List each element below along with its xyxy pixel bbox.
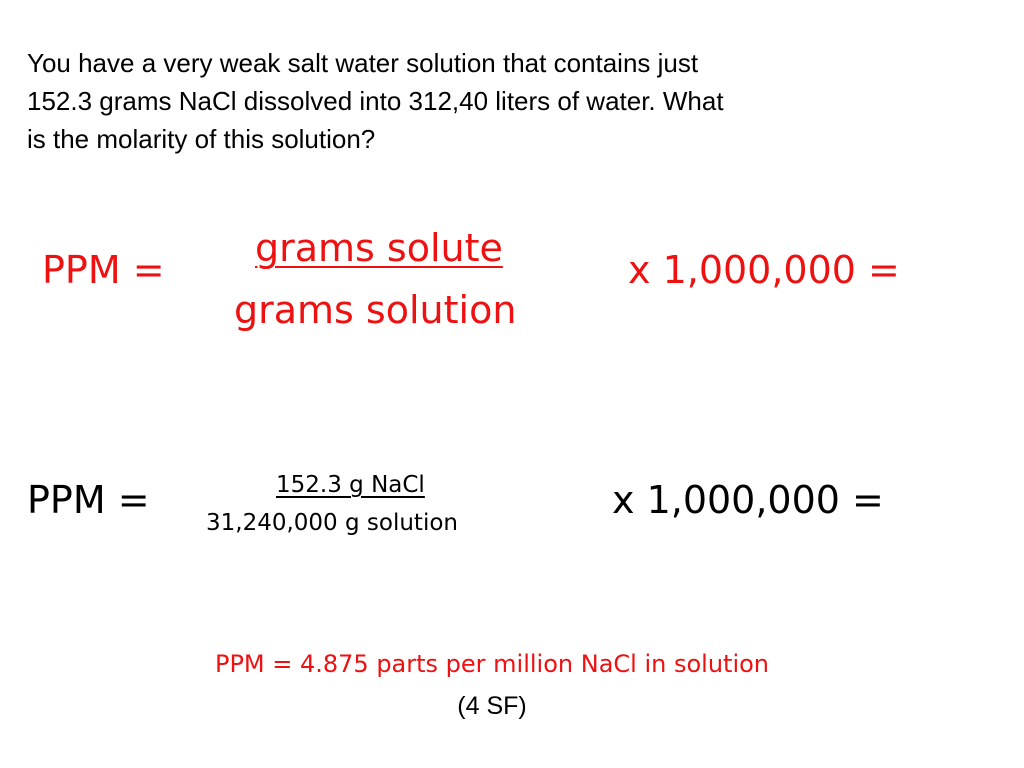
substitution-numerator: 152.3 g NaCl: [276, 472, 425, 498]
question-line-1: You have a very weak salt water solution that contains just: [27, 48, 699, 78]
formula-numerator: grams solute: [255, 226, 503, 270]
substitution-rhs: x 1,000,000 =: [612, 478, 884, 522]
answer-text: PPM = 4.875 parts per million NaCl in solution: [214, 650, 770, 678]
substitution-lhs: PPM =: [27, 478, 150, 522]
sig-figs-note: (4 SF): [457, 692, 527, 720]
question-line-2: 152.3 grams NaCl dissolved into 312,40 liters of water. What: [27, 86, 724, 116]
formula-rhs: x 1,000,000 =: [628, 248, 900, 292]
question-line-3: is the molarity of this solution?: [27, 124, 376, 154]
formula-denominator: grams solution: [234, 288, 517, 332]
question-text: [27, 44, 977, 158]
formula-lhs: PPM =: [42, 248, 165, 292]
substitution-denominator: 31,240,000 g solution: [206, 510, 458, 536]
